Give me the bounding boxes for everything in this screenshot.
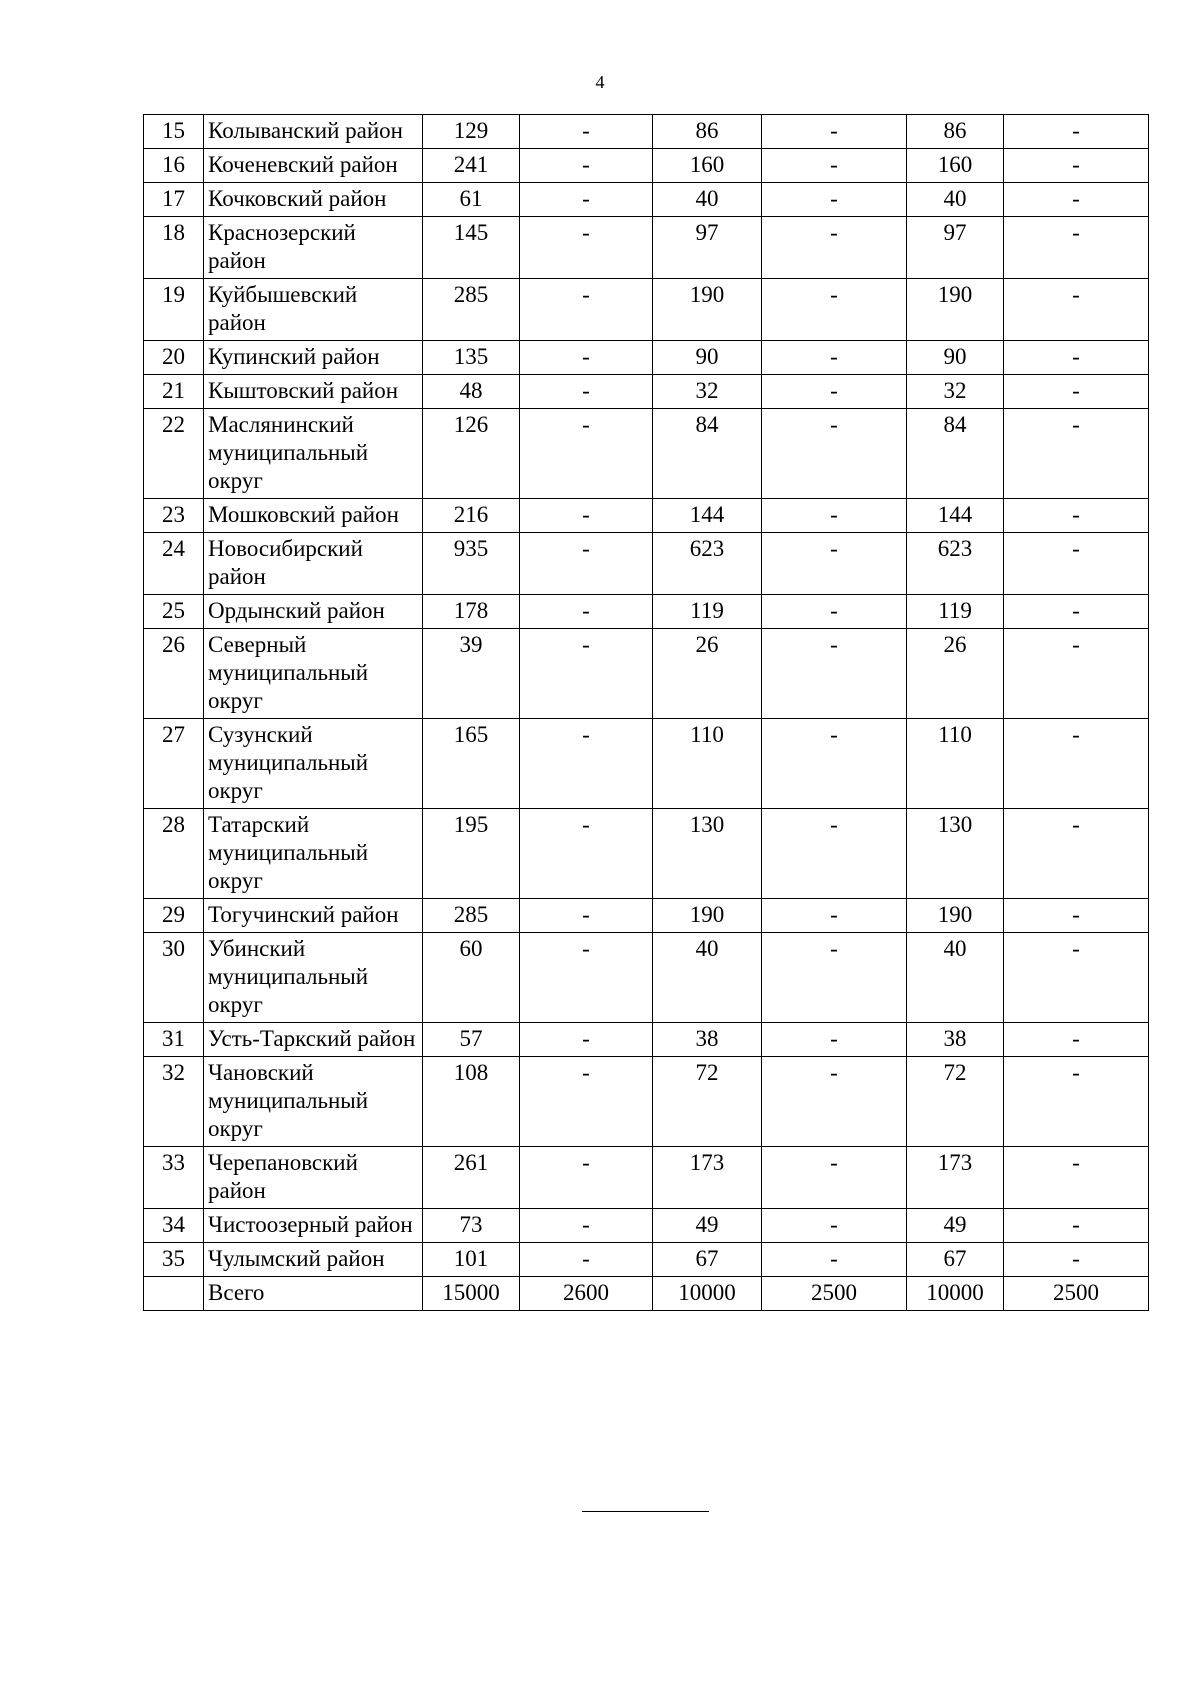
value-cell-3: 38	[653, 1023, 762, 1057]
table-row	[144, 1243, 1149, 1277]
row-number-cell: 31	[144, 1023, 204, 1057]
value-cell-6: -	[1004, 1147, 1149, 1209]
value-cell-5: 84	[907, 409, 1004, 499]
value-cell-4: -	[762, 409, 907, 499]
row-number-cell: 25	[144, 595, 204, 629]
value-cell-3: 67	[653, 1243, 762, 1277]
value-cell-3: 72	[653, 1057, 762, 1147]
value-cell-1: 241	[423, 149, 520, 183]
value-cell-1: 285	[423, 279, 520, 341]
table-body	[144, 115, 1149, 1311]
value-cell-1: 135	[423, 341, 520, 375]
value-cell-2: -	[520, 933, 653, 1023]
value-cell-3: 160	[653, 149, 762, 183]
district-name-cell: Колыванский район	[204, 115, 423, 149]
district-name-cell: Убинский муниципальный округ	[204, 933, 423, 1023]
district-name-cell: Татарский муниципальный округ	[204, 809, 423, 899]
value-cell-6: -	[1004, 595, 1149, 629]
value-cell-2: -	[520, 409, 653, 499]
value-cell-4: -	[762, 149, 907, 183]
value-cell-5: 72	[907, 1057, 1004, 1147]
row-number-cell: 15	[144, 115, 204, 149]
table-row	[144, 809, 1149, 899]
value-cell-5: 10000	[907, 1277, 1004, 1311]
district-name-cell: Тогучинский район	[204, 899, 423, 933]
allocation-table	[143, 114, 1149, 1311]
value-cell-1: 165	[423, 719, 520, 809]
table-row	[144, 719, 1149, 809]
district-name-cell: Кыштовский район	[204, 375, 423, 409]
value-cell-4: -	[762, 1023, 907, 1057]
value-cell-6: -	[1004, 1057, 1149, 1147]
district-name-cell: Краснозерский район	[204, 217, 423, 279]
value-cell-3: 144	[653, 499, 762, 533]
value-cell-6: -	[1004, 409, 1149, 499]
value-cell-6: -	[1004, 183, 1149, 217]
row-number-cell: 16	[144, 149, 204, 183]
value-cell-2: -	[520, 595, 653, 629]
value-cell-5: 90	[907, 341, 1004, 375]
value-cell-2: -	[520, 279, 653, 341]
value-cell-6: -	[1004, 149, 1149, 183]
row-number-cell: 33	[144, 1147, 204, 1209]
value-cell-6: -	[1004, 629, 1149, 719]
value-cell-3: 84	[653, 409, 762, 499]
total-row	[144, 1277, 1149, 1311]
table-row	[144, 149, 1149, 183]
value-cell-6: 2500	[1004, 1277, 1149, 1311]
page-number: 4	[595, 72, 605, 92]
value-cell-1: 216	[423, 499, 520, 533]
value-cell-2: 2600	[520, 1277, 653, 1311]
value-cell-2: -	[520, 809, 653, 899]
value-cell-2: -	[520, 183, 653, 217]
value-cell-3: 26	[653, 629, 762, 719]
value-cell-5: 623	[907, 533, 1004, 595]
table-row	[144, 1023, 1149, 1057]
row-number-cell: 23	[144, 499, 204, 533]
value-cell-1: 73	[423, 1209, 520, 1243]
value-cell-1: 126	[423, 409, 520, 499]
value-cell-2: -	[520, 1147, 653, 1209]
district-name-cell: Коченевский район	[204, 149, 423, 183]
value-cell-2: -	[520, 899, 653, 933]
value-cell-2: -	[520, 1023, 653, 1057]
district-name-cell: Северный муниципальный округ	[204, 629, 423, 719]
value-cell-4: -	[762, 1147, 907, 1209]
value-cell-4: -	[762, 115, 907, 149]
table-row	[144, 1147, 1149, 1209]
value-cell-1: 57	[423, 1023, 520, 1057]
value-cell-6: -	[1004, 719, 1149, 809]
table-row	[144, 409, 1149, 499]
value-cell-2: -	[520, 149, 653, 183]
value-cell-2: -	[520, 217, 653, 279]
value-cell-5: 173	[907, 1147, 1004, 1209]
value-cell-3: 130	[653, 809, 762, 899]
table-row	[144, 629, 1149, 719]
row-number-cell	[144, 1277, 204, 1311]
value-cell-5: 40	[907, 183, 1004, 217]
row-number-cell: 21	[144, 375, 204, 409]
value-cell-6: -	[1004, 1209, 1149, 1243]
value-cell-5: 130	[907, 809, 1004, 899]
table-row	[144, 933, 1149, 1023]
value-cell-6: -	[1004, 899, 1149, 933]
row-number-cell: 32	[144, 1057, 204, 1147]
value-cell-5: 38	[907, 1023, 1004, 1057]
value-cell-5: 40	[907, 933, 1004, 1023]
value-cell-2: -	[520, 499, 653, 533]
row-number-cell: 18	[144, 217, 204, 279]
end-of-document-rule	[582, 1511, 709, 1512]
value-cell-4: -	[762, 533, 907, 595]
value-cell-6: -	[1004, 341, 1149, 375]
value-cell-1: 195	[423, 809, 520, 899]
table-row	[144, 279, 1149, 341]
value-cell-3: 110	[653, 719, 762, 809]
value-cell-3: 40	[653, 933, 762, 1023]
value-cell-6: -	[1004, 279, 1149, 341]
value-cell-5: 67	[907, 1243, 1004, 1277]
district-name-cell: Ордынский район	[204, 595, 423, 629]
district-name-cell: Маслянинский муниципальный округ	[204, 409, 423, 499]
value-cell-5: 49	[907, 1209, 1004, 1243]
value-cell-6: -	[1004, 933, 1149, 1023]
value-cell-5: 97	[907, 217, 1004, 279]
value-cell-4: -	[762, 1243, 907, 1277]
value-cell-3: 40	[653, 183, 762, 217]
value-cell-6: -	[1004, 1243, 1149, 1277]
value-cell-3: 173	[653, 1147, 762, 1209]
table-row	[144, 899, 1149, 933]
row-number-cell: 20	[144, 341, 204, 375]
value-cell-1: 129	[423, 115, 520, 149]
value-cell-5: 119	[907, 595, 1004, 629]
district-name-cell: Чановский муниципальный округ	[204, 1057, 423, 1147]
row-number-cell: 29	[144, 899, 204, 933]
value-cell-3: 623	[653, 533, 762, 595]
value-cell-1: 145	[423, 217, 520, 279]
value-cell-5: 110	[907, 719, 1004, 809]
district-name-cell: Куйбышевский район	[204, 279, 423, 341]
row-number-cell: 24	[144, 533, 204, 595]
district-name-cell: Черепановский район	[204, 1147, 423, 1209]
row-number-cell: 19	[144, 279, 204, 341]
value-cell-2: -	[520, 115, 653, 149]
row-number-cell: 27	[144, 719, 204, 809]
district-name-cell: Всего	[204, 1277, 423, 1311]
table-row	[144, 533, 1149, 595]
district-name-cell: Чулымский район	[204, 1243, 423, 1277]
value-cell-4: -	[762, 183, 907, 217]
value-cell-2: -	[520, 719, 653, 809]
value-cell-3: 86	[653, 115, 762, 149]
value-cell-5: 190	[907, 899, 1004, 933]
value-cell-3: 97	[653, 217, 762, 279]
value-cell-6: -	[1004, 375, 1149, 409]
value-cell-3: 90	[653, 341, 762, 375]
value-cell-6: -	[1004, 499, 1149, 533]
value-cell-1: 108	[423, 1057, 520, 1147]
value-cell-1: 101	[423, 1243, 520, 1277]
value-cell-4: -	[762, 1209, 907, 1243]
district-name-cell: Чистоозерный район	[204, 1209, 423, 1243]
value-cell-4: -	[762, 809, 907, 899]
district-name-cell: Кочковский район	[204, 183, 423, 217]
value-cell-4: -	[762, 595, 907, 629]
value-cell-1: 178	[423, 595, 520, 629]
table-row	[144, 341, 1149, 375]
value-cell-2: -	[520, 533, 653, 595]
value-cell-6: -	[1004, 217, 1149, 279]
value-cell-4: -	[762, 499, 907, 533]
value-cell-6: -	[1004, 533, 1149, 595]
value-cell-6: -	[1004, 1023, 1149, 1057]
row-number-cell: 26	[144, 629, 204, 719]
table-row	[144, 375, 1149, 409]
value-cell-4: -	[762, 341, 907, 375]
district-name-cell: Сузунский муниципальный округ	[204, 719, 423, 809]
value-cell-1: 935	[423, 533, 520, 595]
value-cell-4: -	[762, 279, 907, 341]
value-cell-4: -	[762, 629, 907, 719]
value-cell-5: 32	[907, 375, 1004, 409]
district-name-cell: Купинский район	[204, 341, 423, 375]
table-row	[144, 1209, 1149, 1243]
value-cell-4: -	[762, 933, 907, 1023]
table-row	[144, 115, 1149, 149]
value-cell-4: -	[762, 375, 907, 409]
row-number-cell: 30	[144, 933, 204, 1023]
value-cell-2: -	[520, 341, 653, 375]
table-row	[144, 595, 1149, 629]
row-number-cell: 17	[144, 183, 204, 217]
value-cell-3: 10000	[653, 1277, 762, 1311]
value-cell-2: -	[520, 629, 653, 719]
table-row	[144, 1057, 1149, 1147]
value-cell-4: -	[762, 1057, 907, 1147]
table-row	[144, 183, 1149, 217]
value-cell-3: 32	[653, 375, 762, 409]
value-cell-1: 261	[423, 1147, 520, 1209]
value-cell-6: -	[1004, 809, 1149, 899]
value-cell-1: 48	[423, 375, 520, 409]
value-cell-5: 190	[907, 279, 1004, 341]
table-row	[144, 499, 1149, 533]
value-cell-2: -	[520, 375, 653, 409]
value-cell-1: 15000	[423, 1277, 520, 1311]
district-name-cell: Мошковский район	[204, 499, 423, 533]
value-cell-4: -	[762, 899, 907, 933]
value-cell-5: 160	[907, 149, 1004, 183]
row-number-cell: 22	[144, 409, 204, 499]
value-cell-3: 190	[653, 279, 762, 341]
value-cell-2: -	[520, 1243, 653, 1277]
value-cell-1: 285	[423, 899, 520, 933]
district-name-cell: Усть-Таркский район	[204, 1023, 423, 1057]
value-cell-2: -	[520, 1057, 653, 1147]
value-cell-2: -	[520, 1209, 653, 1243]
row-number-cell: 35	[144, 1243, 204, 1277]
value-cell-1: 60	[423, 933, 520, 1023]
row-number-cell: 34	[144, 1209, 204, 1243]
row-number-cell: 28	[144, 809, 204, 899]
value-cell-1: 61	[423, 183, 520, 217]
value-cell-3: 119	[653, 595, 762, 629]
value-cell-1: 39	[423, 629, 520, 719]
value-cell-6: -	[1004, 115, 1149, 149]
value-cell-4: 2500	[762, 1277, 907, 1311]
table-row	[144, 217, 1149, 279]
value-cell-3: 190	[653, 899, 762, 933]
district-name-cell: Новосибирский район	[204, 533, 423, 595]
value-cell-3: 49	[653, 1209, 762, 1243]
value-cell-5: 26	[907, 629, 1004, 719]
value-cell-5: 86	[907, 115, 1004, 149]
value-cell-4: -	[762, 719, 907, 809]
value-cell-4: -	[762, 217, 907, 279]
value-cell-5: 144	[907, 499, 1004, 533]
